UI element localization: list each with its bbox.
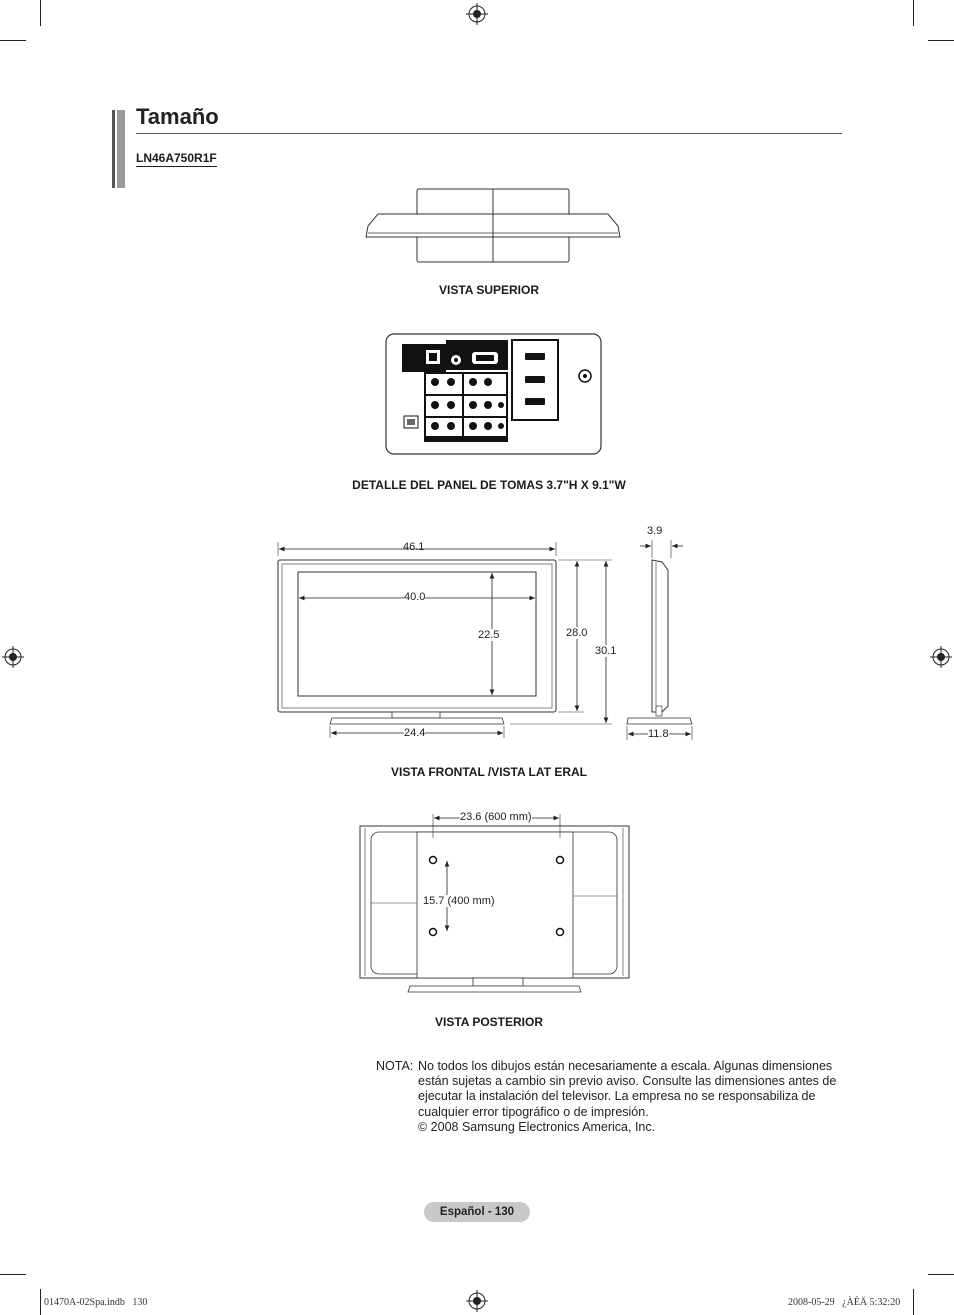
note-label: NOTA: — [376, 1059, 414, 1073]
crop-mark — [913, 1289, 914, 1315]
dim-depth-top: 3.9 — [647, 525, 663, 537]
page-number-badge: Español - 130 — [424, 1202, 530, 1222]
footer-file-info: 01470A-02Spa.indb 130 — [44, 1297, 148, 1308]
registration-mark-icon — [466, 1290, 488, 1312]
model-number: LN46A750R1F — [136, 151, 217, 165]
title-divider — [136, 133, 842, 134]
dim-screen-width: 40.0 — [404, 591, 426, 603]
dim-total-width: 46.1 — [403, 541, 425, 553]
rear-view-caption: VISTA POSTERIOR — [434, 1015, 543, 1029]
crop-mark — [913, 0, 914, 26]
note-block — [376, 1059, 846, 1135]
crop-mark — [928, 40, 954, 41]
title-accent-bar — [117, 110, 125, 188]
footer-timestamp: 2008-05-29 ¿ÀÈÄ 5:32:20 — [788, 1297, 901, 1308]
crop-mark — [40, 1289, 41, 1315]
dim-total-height: 30.1 — [595, 645, 617, 657]
crop-mark — [0, 1274, 26, 1275]
title-accent-bar — [112, 110, 115, 188]
dim-vesa-vertical: 15.7 (400 mm) — [423, 895, 495, 907]
page-title: Tamaño — [136, 104, 219, 129]
dim-screen-height: 22.5 — [478, 629, 500, 641]
registration-mark-icon — [930, 646, 952, 668]
registration-mark-icon — [466, 3, 488, 25]
dim-stand-width: 24.4 — [404, 727, 426, 739]
dim-body-height: 28.0 — [566, 627, 588, 639]
crop-mark — [0, 40, 26, 41]
registration-mark-icon — [2, 646, 24, 668]
top-view-drawing — [360, 185, 626, 267]
dim-stand-depth: 11.8 — [648, 728, 669, 740]
rear-view-drawing — [355, 808, 635, 998]
note-text: No todos los dibujos están necesariamente a escala. Algunas dimensiones están sujetas a cambio sin previo aviso. Consulte las dimensiones antes de ejecutar la instalación del televisor. La empresa no se responsabiliza de cualquier error tipográfico o de impresión. — [418, 1059, 837, 1119]
crop-mark — [40, 0, 41, 26]
front-side-caption: VISTA FRONTAL /VISTA LAT ERAL — [391, 765, 587, 779]
crop-mark — [928, 1274, 954, 1275]
jack-panel-drawing — [384, 332, 604, 456]
jack-panel-caption: DETALLE DEL PANEL DE TOMAS 3.7"H X 9.1"W — [352, 478, 626, 492]
dim-vesa-horizontal: 23.6 (600 mm) — [460, 811, 532, 823]
copyright-text: © 2008 Samsung Electronics America, Inc. — [418, 1119, 656, 1134]
top-view-caption: VISTA SUPERIOR — [438, 283, 539, 297]
